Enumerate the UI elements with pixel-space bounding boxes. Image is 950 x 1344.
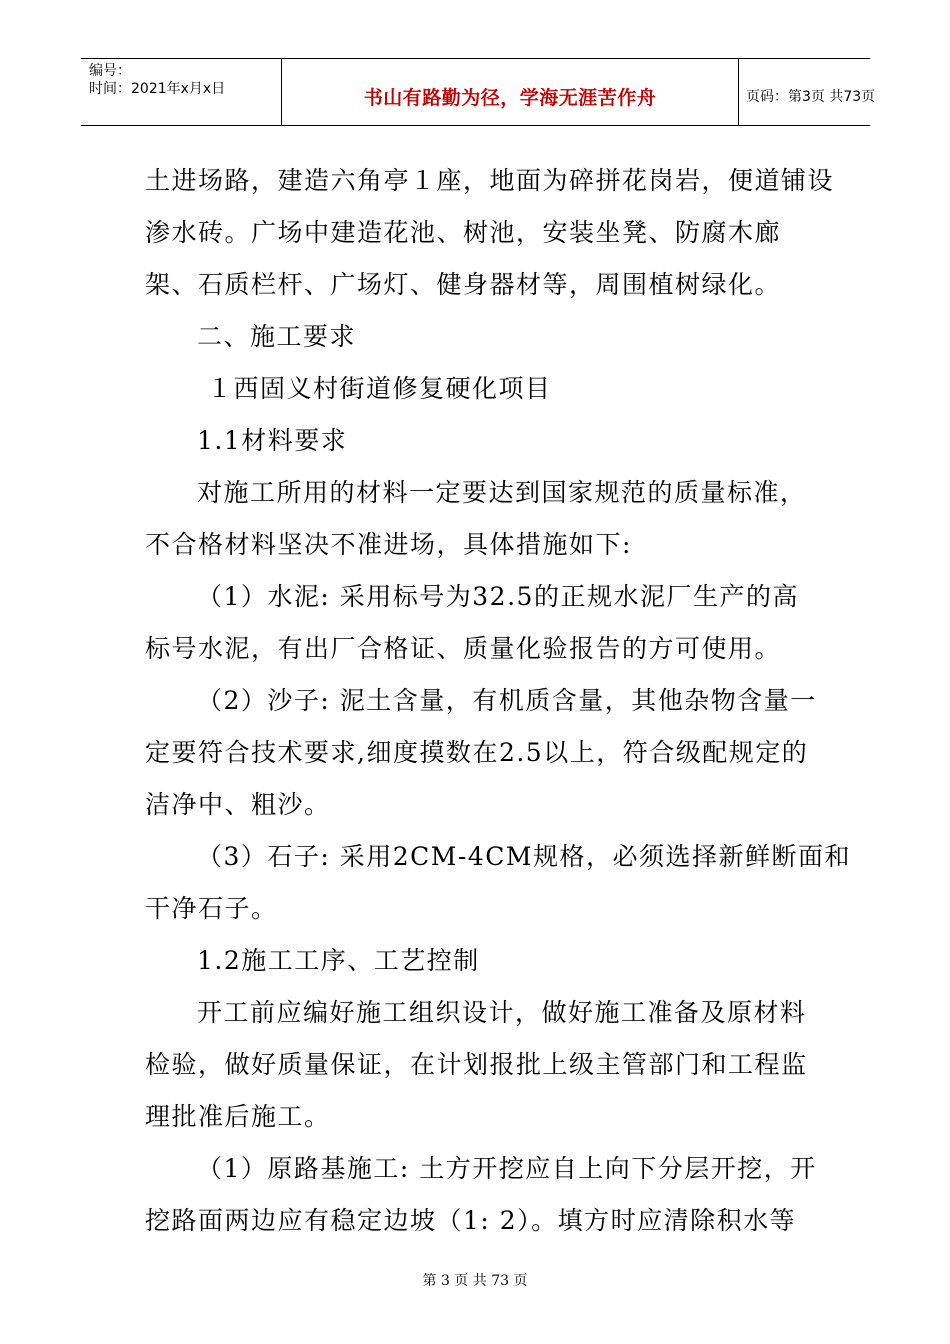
header-motto-cell bbox=[281, 59, 739, 125]
body-line: 检验，做好质量保证，在计划报批上级主管部门和工程监 bbox=[145, 1050, 808, 1079]
document-time-label: 时间：2021年x月x日 bbox=[89, 81, 226, 97]
body-line: 挖路面两边应有稳定边坡（1: 2）。填方时应清除积水等 bbox=[145, 1206, 797, 1235]
body-line: 架、石质栏杆、广场灯、健身器材等，周围植树绿化。 bbox=[145, 270, 782, 299]
section-heading: 二、施工要求 bbox=[197, 322, 357, 351]
body-line: 洁净中、粗沙。 bbox=[145, 790, 331, 819]
body-line: （1）水泥: 采用标号为32.5的正规水泥厂生产的高 bbox=[197, 582, 799, 611]
header-motto: 书山有路勤为径，学海无涯苦作舟 bbox=[363, 86, 657, 109]
body-line: （1）原路基施工: 土方开挖应自上向下分层开挖，开 bbox=[197, 1154, 817, 1183]
body-line: （3）石子: 采用2CM-4CM规格，必须选择新鲜断面和 bbox=[197, 842, 851, 871]
subsection-heading: 1.1材料要求 bbox=[197, 426, 348, 455]
body-line: 定要符合技术要求,细度摸数在2.5以上，符合级配规定的 bbox=[145, 738, 809, 767]
page-footer: 第 3 页 共 73 页 bbox=[422, 1273, 528, 1289]
body-line: 标号水泥，有出厂合格证、质量化验报告的方可使用。 bbox=[145, 634, 782, 663]
header-meta bbox=[81, 59, 281, 125]
page-header bbox=[81, 58, 876, 126]
body-line: 对施工所用的材料一定要达到国家规范的质量标准， bbox=[197, 478, 807, 507]
body-line: 理批准后施工。 bbox=[145, 1102, 331, 1131]
subsection-heading: 1.2施工工序、工艺控制 bbox=[197, 946, 480, 975]
body-line: 干净石子。 bbox=[145, 894, 278, 923]
subsection-heading: １西固义村街道修复硬化项目 bbox=[207, 374, 552, 403]
body-line: 渗水砖。广场中建造花池、树池，安装坐凳、防腐木廊 bbox=[145, 218, 782, 247]
body-line: 不合格材料坚决不准进场，具体措施如下: bbox=[145, 530, 632, 559]
body-line: 开工前应编好施工组织设计，做好施工准备及原材料 bbox=[197, 998, 807, 1027]
header-page-cell bbox=[738, 59, 876, 125]
body-line: 土进场路，建造六角亭１座，地面为碎拼花岗岩，便道铺设 bbox=[145, 166, 835, 195]
body-line: （2）沙子: 泥土含量，有机质含量，其他杂物含量一 bbox=[197, 686, 817, 715]
document-body bbox=[145, 155, 851, 1247]
document-number-label: 编号： bbox=[89, 63, 131, 79]
header-page-info: 页码：第3页 共73页 bbox=[746, 89, 876, 105]
